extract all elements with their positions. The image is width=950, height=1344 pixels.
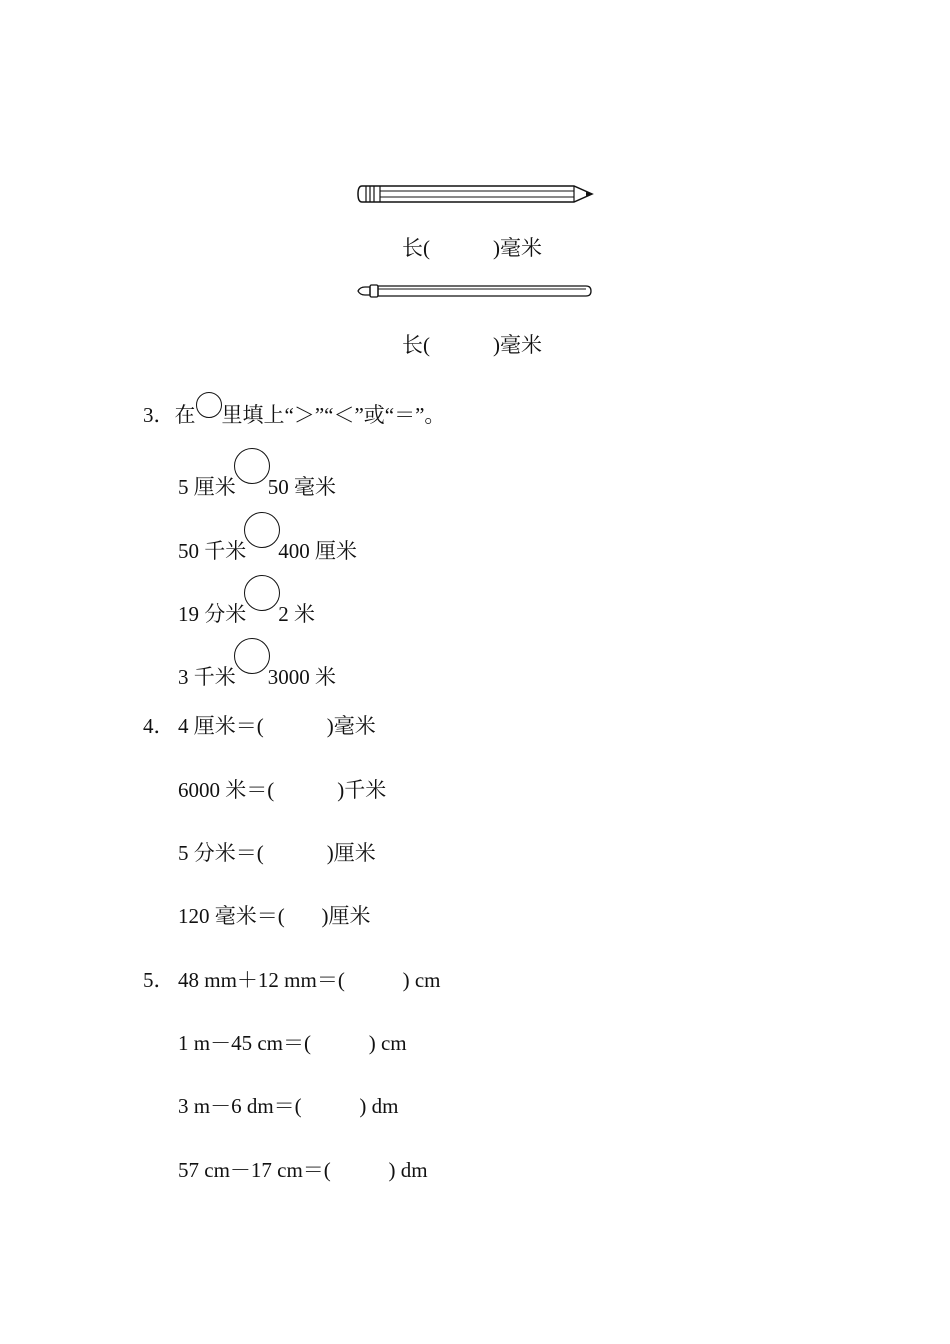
q3-item-3 xyxy=(178,589,315,626)
q3-item-left: 5 厘米 xyxy=(178,475,236,499)
q3-item-right: 50 毫米 xyxy=(267,475,336,499)
compare-circle-input[interactable] xyxy=(244,512,280,548)
q5-item-2[interactable]: 1 m－45 cm＝( ) cm xyxy=(178,1031,407,1055)
q4-item-4[interactable]: 120 毫米＝( )厘米 xyxy=(178,904,371,928)
q5-item-4[interactable]: 57 cm－17 cm＝( ) dm xyxy=(178,1158,428,1182)
circle-icon xyxy=(196,392,222,418)
compare-circle-input[interactable] xyxy=(234,638,270,674)
q3-item-right: 2 米 xyxy=(278,602,315,626)
q5-item-3[interactable]: 3 m－6 dm＝( ) dm xyxy=(178,1094,399,1118)
q3-prompt-a: 在 xyxy=(174,403,196,427)
pen-length-label: 长( )毫米 xyxy=(402,333,542,357)
compare-circle-input[interactable] xyxy=(244,575,280,611)
q3-number: 3． xyxy=(143,403,175,427)
q3-item-right: 3000 米 xyxy=(267,665,336,689)
q3-item-4 xyxy=(178,652,336,689)
q3-item-left: 19 分米 xyxy=(178,602,247,626)
q4-item-1[interactable]: 4 厘米＝( )毫米 xyxy=(178,714,376,738)
q5-number: 5． xyxy=(143,968,175,992)
q3-item-right: 400 厘米 xyxy=(278,539,357,563)
q3-prompt-b: 里填上“＞”“＜”或“＝”。 xyxy=(221,403,446,427)
q3-item-1 xyxy=(178,462,336,499)
pencil-icon xyxy=(356,183,596,205)
q4-item-3[interactable]: 5 分米＝( )厘米 xyxy=(178,841,376,865)
q5-item-1[interactable]: 48 mm＋12 mm＝( ) cm xyxy=(178,968,441,992)
q3-prompt xyxy=(143,398,445,427)
q3-item-2 xyxy=(178,526,357,563)
compare-circle-input[interactable] xyxy=(234,448,270,484)
q3-item-left: 50 千米 xyxy=(178,539,247,563)
pencil-figure xyxy=(356,183,596,205)
q4-item-2[interactable]: 6000 米＝( )千米 xyxy=(178,778,387,802)
pencil-length-label: 长( )毫米 xyxy=(402,236,542,260)
q3-item-left: 3 千米 xyxy=(178,665,236,689)
q4-number: 4． xyxy=(143,714,175,738)
pen-figure xyxy=(356,282,596,300)
pen-icon xyxy=(356,282,596,300)
